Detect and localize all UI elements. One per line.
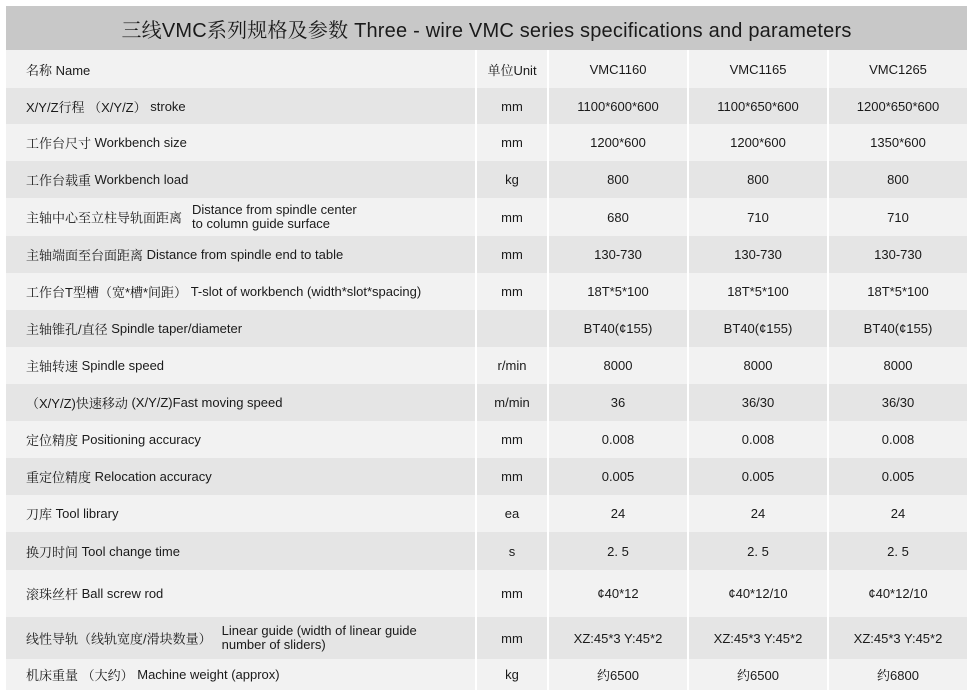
value-cell: XZ:45*3 Y:45*2 (828, 617, 967, 659)
table-row (6, 161, 967, 198)
param-name-cell (6, 421, 476, 458)
value-cell: XZ:45*3 Y:45*2 (548, 617, 688, 659)
param-name-zh: 工作台载重 (26, 173, 92, 188)
table-row (6, 570, 967, 617)
param-name-zh: 工作台T型槽（宽*槽*间距） (26, 285, 188, 300)
value-cell: 130-730 (688, 236, 828, 273)
value-cell: 1350*600 (828, 124, 967, 161)
param-name-en: Distance from spindle center (192, 202, 357, 217)
param-name-en-block (222, 624, 417, 652)
value-cell: 24 (548, 495, 688, 532)
value-cell: 18T*5*100 (548, 273, 688, 310)
param-name-cell (6, 659, 476, 690)
param-name-en-line2: number of sliders) (221, 637, 326, 652)
header-model: VMC1165 (688, 50, 828, 88)
value-cell: BT40(¢155) (828, 310, 967, 347)
param-name-zh: 主轴中心至立柱导轨面距离 (26, 210, 183, 226)
value-cell: BT40(¢155) (688, 310, 828, 347)
table-row (6, 273, 967, 310)
param-name-en: Distance from spindle end to table (146, 247, 344, 262)
param-name-cell (6, 384, 476, 421)
value-cell: 8000 (828, 347, 967, 384)
unit-cell: mm (476, 421, 548, 458)
value-cell: 2. 5 (688, 532, 828, 570)
param-name-cell (6, 161, 476, 198)
unit-cell: mm (476, 273, 548, 310)
table-row (6, 617, 967, 659)
param-name-en-block (192, 203, 357, 231)
value-cell: 36 (548, 384, 688, 421)
param-name-en: T-slot of workbench (width*slot*spacing) (190, 284, 422, 299)
param-name-en: Relocation accuracy (94, 469, 212, 484)
param-name-cell (6, 310, 476, 347)
table-row (6, 458, 967, 495)
param-name-zh: 滚珠丝杆 (26, 587, 79, 602)
param-name-en: Ball screw rod (81, 586, 164, 601)
param-name-zh: 工作台尺寸 (26, 136, 92, 151)
value-cell: 18T*5*100 (688, 273, 828, 310)
value-cell: 0.008 (548, 421, 688, 458)
param-name-cell (6, 236, 476, 273)
param-name-cell (6, 532, 476, 570)
param-name-en: Spindle taper/diameter (111, 321, 243, 336)
header-name: 名称 Name (6, 50, 476, 88)
param-name-en-line2: to column guide surface (192, 216, 331, 231)
param-name-cell (6, 273, 476, 310)
unit-cell: s (476, 532, 548, 570)
param-name-en: (X/Y/Z)Fast moving speed (131, 395, 283, 410)
value-cell: 1100*650*600 (688, 88, 828, 124)
value-cell: 约6800 (828, 659, 967, 690)
value-cell: 24 (688, 495, 828, 532)
param-name-zh: 线性导轨（线轨宽度/滑块数量） (26, 631, 212, 647)
value-cell: 0.008 (828, 421, 967, 458)
param-name-cell (6, 495, 476, 532)
param-name-en: stroke (150, 98, 186, 114)
table-row (6, 236, 967, 273)
value-cell: ¢40*12/10 (828, 570, 967, 617)
param-name-cell (6, 198, 476, 236)
param-name-cell (6, 570, 476, 617)
param-name-zh: （X/Y/Z)快速移动 (26, 396, 128, 411)
param-name-cell (6, 617, 476, 659)
table-row (6, 198, 967, 236)
param-name-en: Tool library (55, 506, 119, 521)
value-cell: 约6500 (688, 659, 828, 690)
unit-cell: ea (476, 495, 548, 532)
value-cell: 0.005 (828, 458, 967, 495)
param-name-en: Machine weight (approx) (137, 667, 280, 682)
value-cell: 130-730 (548, 236, 688, 273)
table-row (6, 421, 967, 458)
unit-cell: mm (476, 458, 548, 495)
value-cell: 8000 (548, 347, 688, 384)
value-cell: XZ:45*3 Y:45*2 (688, 617, 828, 659)
param-name-zh: 主轴端面至台面距离 (26, 248, 144, 263)
table-row (6, 384, 967, 421)
value-cell: 1200*650*600 (828, 88, 967, 124)
value-cell: 8000 (688, 347, 828, 384)
param-name-zh: 机床重量 （大约） (26, 668, 134, 683)
param-name-en: Linear guide (width of linear guide (221, 623, 417, 638)
value-cell: 36/30 (828, 384, 967, 421)
spec-table (6, 50, 967, 690)
value-cell: 36/30 (688, 384, 828, 421)
spec-table-body (6, 50, 967, 690)
value-cell: 0.005 (548, 458, 688, 495)
table-row (6, 495, 967, 532)
unit-cell: kg (476, 659, 548, 690)
param-name-zh: 换刀时间 (26, 544, 79, 560)
unit-cell (476, 310, 548, 347)
table-row (6, 659, 967, 690)
unit-cell: m/min (476, 384, 548, 421)
param-name-cell (6, 458, 476, 495)
unit-cell: mm (476, 198, 548, 236)
value-cell: 18T*5*100 (828, 273, 967, 310)
param-name-zh: 主轴锥孔/直径 (26, 322, 108, 337)
value-cell: 24 (828, 495, 967, 532)
param-name-en: Tool change time (81, 543, 180, 559)
value-cell: 1100*600*600 (548, 88, 688, 124)
header-model: VMC1265 (828, 50, 967, 88)
value-cell: ¢40*12 (548, 570, 688, 617)
param-name-en: Workbench load (94, 172, 189, 187)
value-cell: BT40(¢155) (548, 310, 688, 347)
value-cell: 2. 5 (548, 532, 688, 570)
header-model: VMC1160 (548, 50, 688, 88)
unit-cell: mm (476, 570, 548, 617)
table-row (6, 532, 967, 570)
value-cell: 0.008 (688, 421, 828, 458)
value-cell: 710 (688, 198, 828, 236)
value-cell: 1200*600 (688, 124, 828, 161)
unit-cell: kg (476, 161, 548, 198)
param-name-zh: 定位精度 (26, 433, 79, 448)
table-row (6, 310, 967, 347)
value-cell: 800 (828, 161, 967, 198)
param-name-cell (6, 124, 476, 161)
value-cell: 0.005 (688, 458, 828, 495)
table-row (6, 124, 967, 161)
header-unit: 单位Unit (476, 50, 548, 88)
page-title: 三线VMC系列规格及参数 Three - wire VMC series specifications and parameters (6, 6, 967, 50)
param-name-en: Spindle speed (81, 358, 165, 373)
value-cell: 680 (548, 198, 688, 236)
value-cell: 710 (828, 198, 967, 236)
param-name-en: Workbench size (94, 135, 187, 150)
param-name-zh: X/Y/Z行程 （X/Y/Z） (26, 99, 147, 115)
param-name-cell (6, 347, 476, 384)
value-cell: 2. 5 (828, 532, 967, 570)
unit-cell: mm (476, 88, 548, 124)
value-cell: 约6500 (548, 659, 688, 690)
value-cell: 1200*600 (548, 124, 688, 161)
unit-cell: mm (476, 124, 548, 161)
param-name-en: Positioning accuracy (81, 432, 201, 447)
value-cell: 800 (688, 161, 828, 198)
unit-cell: mm (476, 617, 548, 659)
value-cell: 800 (548, 161, 688, 198)
param-name-zh: 刀库 (26, 507, 53, 522)
value-cell: 130-730 (828, 236, 967, 273)
param-name-zh: 主轴转速 (26, 359, 79, 374)
header-row (6, 50, 967, 88)
table-row (6, 347, 967, 384)
value-cell: ¢40*12/10 (688, 570, 828, 617)
unit-cell: r/min (476, 347, 548, 384)
param-name-zh: 重定位精度 (26, 470, 92, 485)
table-row (6, 88, 967, 124)
param-name-cell (6, 88, 476, 124)
unit-cell: mm (476, 236, 548, 273)
